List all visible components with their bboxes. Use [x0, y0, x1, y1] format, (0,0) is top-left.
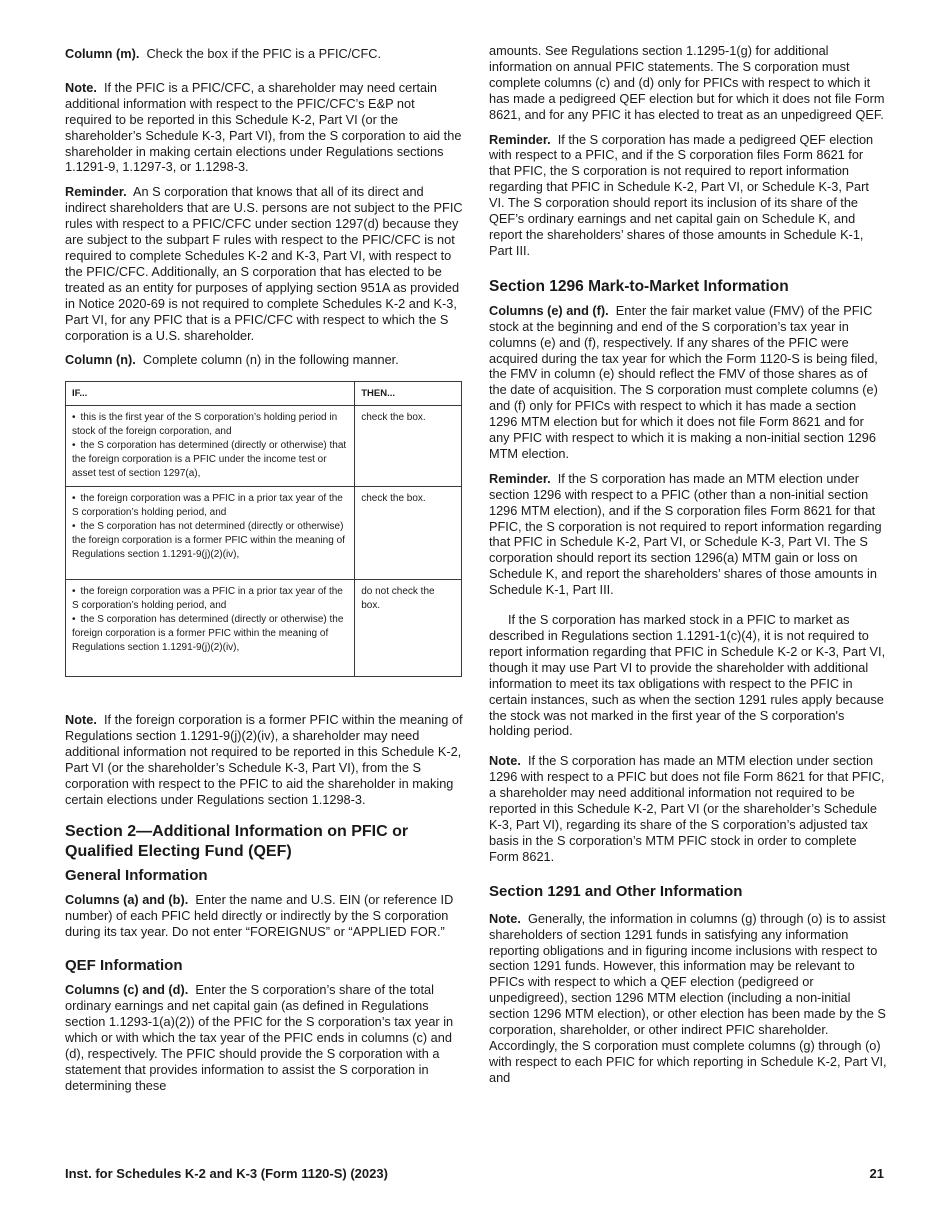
- table-row: [66, 406, 462, 487]
- condition-bullet: • the S corporation has not determined (directly or otherwise) the foreign corporation is a former PFIC within the meaning of Regulations section 1.1291-9(j)(2)(iv),: [72, 520, 349, 562]
- section-2-heading: Section 2—Additional Information on PFIC or Qualified Electing Fund (QEF): [65, 822, 409, 860]
- condition-bullet: • the foreign corporation was a PFIC in a prior tax year of the S corporation’s holding period, and: [72, 585, 349, 613]
- table-row: [66, 580, 462, 677]
- condition-bullet: • the S corporation has determined (directly or otherwise) that the foreign corporation is a PFIC under the income test or asset test of section 1297(a),: [72, 439, 349, 481]
- section-1291-heading: Section 1291 and Other Information: [489, 882, 743, 900]
- footer-form-title: Inst. for Schedules K-2 and K-3 (Form 1120-S) (2023): [65, 1166, 388, 1181]
- subpart-f-reminder: Reminder. An S corporation that knows that all of its direct and indirect shareholders that are U.S. persons are not subject to the PFIC rules with respect to a PFIC/CFC under section 1297(d) because they are subject to the subpart F rules with respect to the PFIC/CFC is not required to complete Schedules K-2 and K-3, Part VI, with respect to the PFIC/CFC. Additionally, an S corporation that has elected to be treated as an entity for purposes of applying section 951A as provided in Notice 2020-69 is not required to complete Schedules K-2 and K-3, Part VI, for any PFIC that is a PFIC/CFC with respect to which the S corporation is a U.S. shareholder.: [65, 184, 463, 343]
- condition-bullet: • this is the first year of the S corporation’s holding period in stock of the foreign corporation, and: [72, 411, 349, 439]
- column-n-paragraph: Column (n). Complete column (n) in the following manner.: [65, 352, 399, 368]
- qef-information-heading: QEF Information: [65, 957, 183, 975]
- then-header: THEN...: [355, 382, 462, 406]
- mark-to-market-heading: Section 1296 Mark-to-Market Information: [489, 277, 789, 295]
- qef-continuation-paragraph: amounts. See Regulations section 1.1295-1(g) for additional information on annual PFIC statements. The S corporation must complete columns (c) and (d) only for PFICs with respect to which it has made a pedigreed QEF election but for which it does not file Form 8621, and for any PFIC it has elected to treat as an unpedigreed QEF.: [489, 43, 885, 122]
- condition-bullet: • the foreign corporation was a PFIC in a prior tax year of the S corporation’s holding period, and: [72, 492, 349, 520]
- section-1291-note: Note. Generally, the information in columns (g) through (o) is to assist shareholders of section 1291 funds in satisfying any information reporting obligations and in figuring income inclusions with respect to section 1291 funds. However, this information may be relevant to PFICs with respect to which a QEF election (pedigreed or unpedigreed), section 1296 MTM election (including a non-initial section 1296 MTM election), or other election has been made by the S corporation, shareholder, or other indirect PFIC shareholder. Accordingly, the S corporation must complete columns (g) through (o) with respect to each PFIC for which reporting in Schedule K-2, Part VI, and: [489, 910, 887, 1085]
- then-cell: check the box.: [355, 406, 462, 487]
- if-cell: [66, 406, 355, 487]
- table-header-row: [66, 382, 462, 406]
- pfic-cfc-note: Note. If the PFIC is a PFIC/CFC, a shareholder may need certain additional information with respect to the PFIC/CFC’s E&P not required to be reported in this Schedule K-2, Part VI (or the shareholder’s Schedule K-3, Part VI), from the S corporation to aid the shareholder in making certain elections under Regulations sections 1.1291-9, 1.1297-3, or 1.1298-3.: [65, 79, 462, 175]
- condition-bullet: • the S corporation has determined (directly or otherwise) the foreign corporation is a former PFIC within the meaning of Regulations section 1.1291-9(j)(2)(iv),: [72, 613, 349, 655]
- general-information-heading: General Information: [65, 866, 208, 884]
- columns-a-b-paragraph: Columns (a) and (b). Enter the name and U.S. EIN (or reference ID number) of each PFIC held directly or indirectly by the S corporation during its tax year. Do not enter “FOREIGNUS” or “APPLIED FOR.”: [65, 891, 454, 939]
- columns-e-f-paragraph: Columns (e) and (f). Enter the fair market value (FMV) of the PFIC stock at the beginning and end of the S corporation’s tax year in columns (e) and (f), respectively. If any shares of the PFIC were acquired during the tax year for which the Form 1120-S is being filed, the FMV in column (e) should reflect the FMV of those shares as of the date of acquisition. The S corporation must complete columns (e) and (f) only for PFICs with respect to which it has made a section 1296 MTM election but for which it does not file Form 8621 and for any PFIC with respect to which it is making a non-initial section 1296 MTM election.: [489, 302, 878, 461]
- if-then-table: [65, 381, 462, 677]
- if-cell: [66, 580, 355, 677]
- table-row: [66, 487, 462, 580]
- if-cell: [66, 487, 355, 580]
- right-column: [489, 43, 887, 1095]
- marked-stock-paragraph: If the S corporation has marked stock in a PFIC to market as described in Regulations section 1.1291-1(c)(4), it is not required to report information regarding that PFIC in Schedule K-2 or K-3, Part VI, though it may use Part VI to provide the shareholder with additional information to meet its tax obligations with respect to the PFIC in certain instances, such as when the section 1291 rules apply because the stock was not marked in the first year of the S corporation's holding period.: [489, 612, 886, 739]
- mtm-election-reminder: Reminder. If the S corporation has made an MTM election under section 1296 with respect to a PFIC (other than a non-initial section 1296 MTM election), and if the S corporation files Form 8621 for that PFIC, the S corporation is not required to report information regarding that PFIC in Schedule K-2, Part VI, or Schedule K-3, Part VI. The S corporation should report its section 1296(a) MTM gain or loss on Schedule K, and report the shareholders’ shares of those amounts in Schedule K-1, Part III.: [489, 470, 882, 598]
- mtm-basis-note: Note. If the S corporation has made an MTM election under section 1296 with respect to a PFIC but does not file Form 8621 for that PFIC, a shareholder may need additional information not required to be reported in this Schedule K-2, Part VI (or the shareholder’s Schedule K-3, Part VI), regarding its share of the S corporation’s adjusted tax basis in the S corporation’s MTM PFIC stock in order to complete Form 8621.: [489, 753, 885, 864]
- then-cell: check the box.: [355, 487, 462, 580]
- page-number: 21: [869, 1166, 884, 1181]
- former-pfic-note: Note. If the foreign corporation is a former PFIC within the meaning of Regulations section 1.1291-9(j)(2)(iv), a shareholder may need additional information not required to be reported in this Schedule K-2, Part VI (or the shareholder’s Schedule K-3, Part VI), from the S corporation with respect to the PFIC to aid the shareholder in making certain elections under Regulations section 1.1298-3.: [65, 712, 463, 807]
- columns-c-d-paragraph: Columns (c) and (d). Enter the S corporation’s share of the total ordinary earnings and net capital gain (as defined in Regulations section 1.1293-1(a)(2)) of the PFIC for the S corporation’s tax year in which or with which the tax year of the PFIC ends in columns (c) and (d), respectively. The PFIC should provide the S corporation with a statement that provides information to assist the S corporation in determining these: [65, 982, 454, 1093]
- column-m-paragraph: Column (m). Check the box if the PFIC is a PFIC/CFC.: [65, 46, 381, 61]
- if-header: IF...: [66, 382, 355, 406]
- pedigreed-qef-reminder: Reminder. If the S corporation has made a pedigreed QEF election with respect to a PFIC, and if the S corporation files Form 8621 for that PFIC, the S corporation is not required to report information regarding that PFIC in Schedule K-2, Part VI, or Schedule K-3, Part VI. The S corporation should report its inclusion of its share of the QEF’s ordinary earnings and net capital gain on Schedule K, and report the shareholders’ shares of those amounts in Schedule K-1, Part III.: [489, 131, 874, 258]
- left-column: [65, 46, 463, 1103]
- then-cell: do not check the box.: [355, 580, 462, 677]
